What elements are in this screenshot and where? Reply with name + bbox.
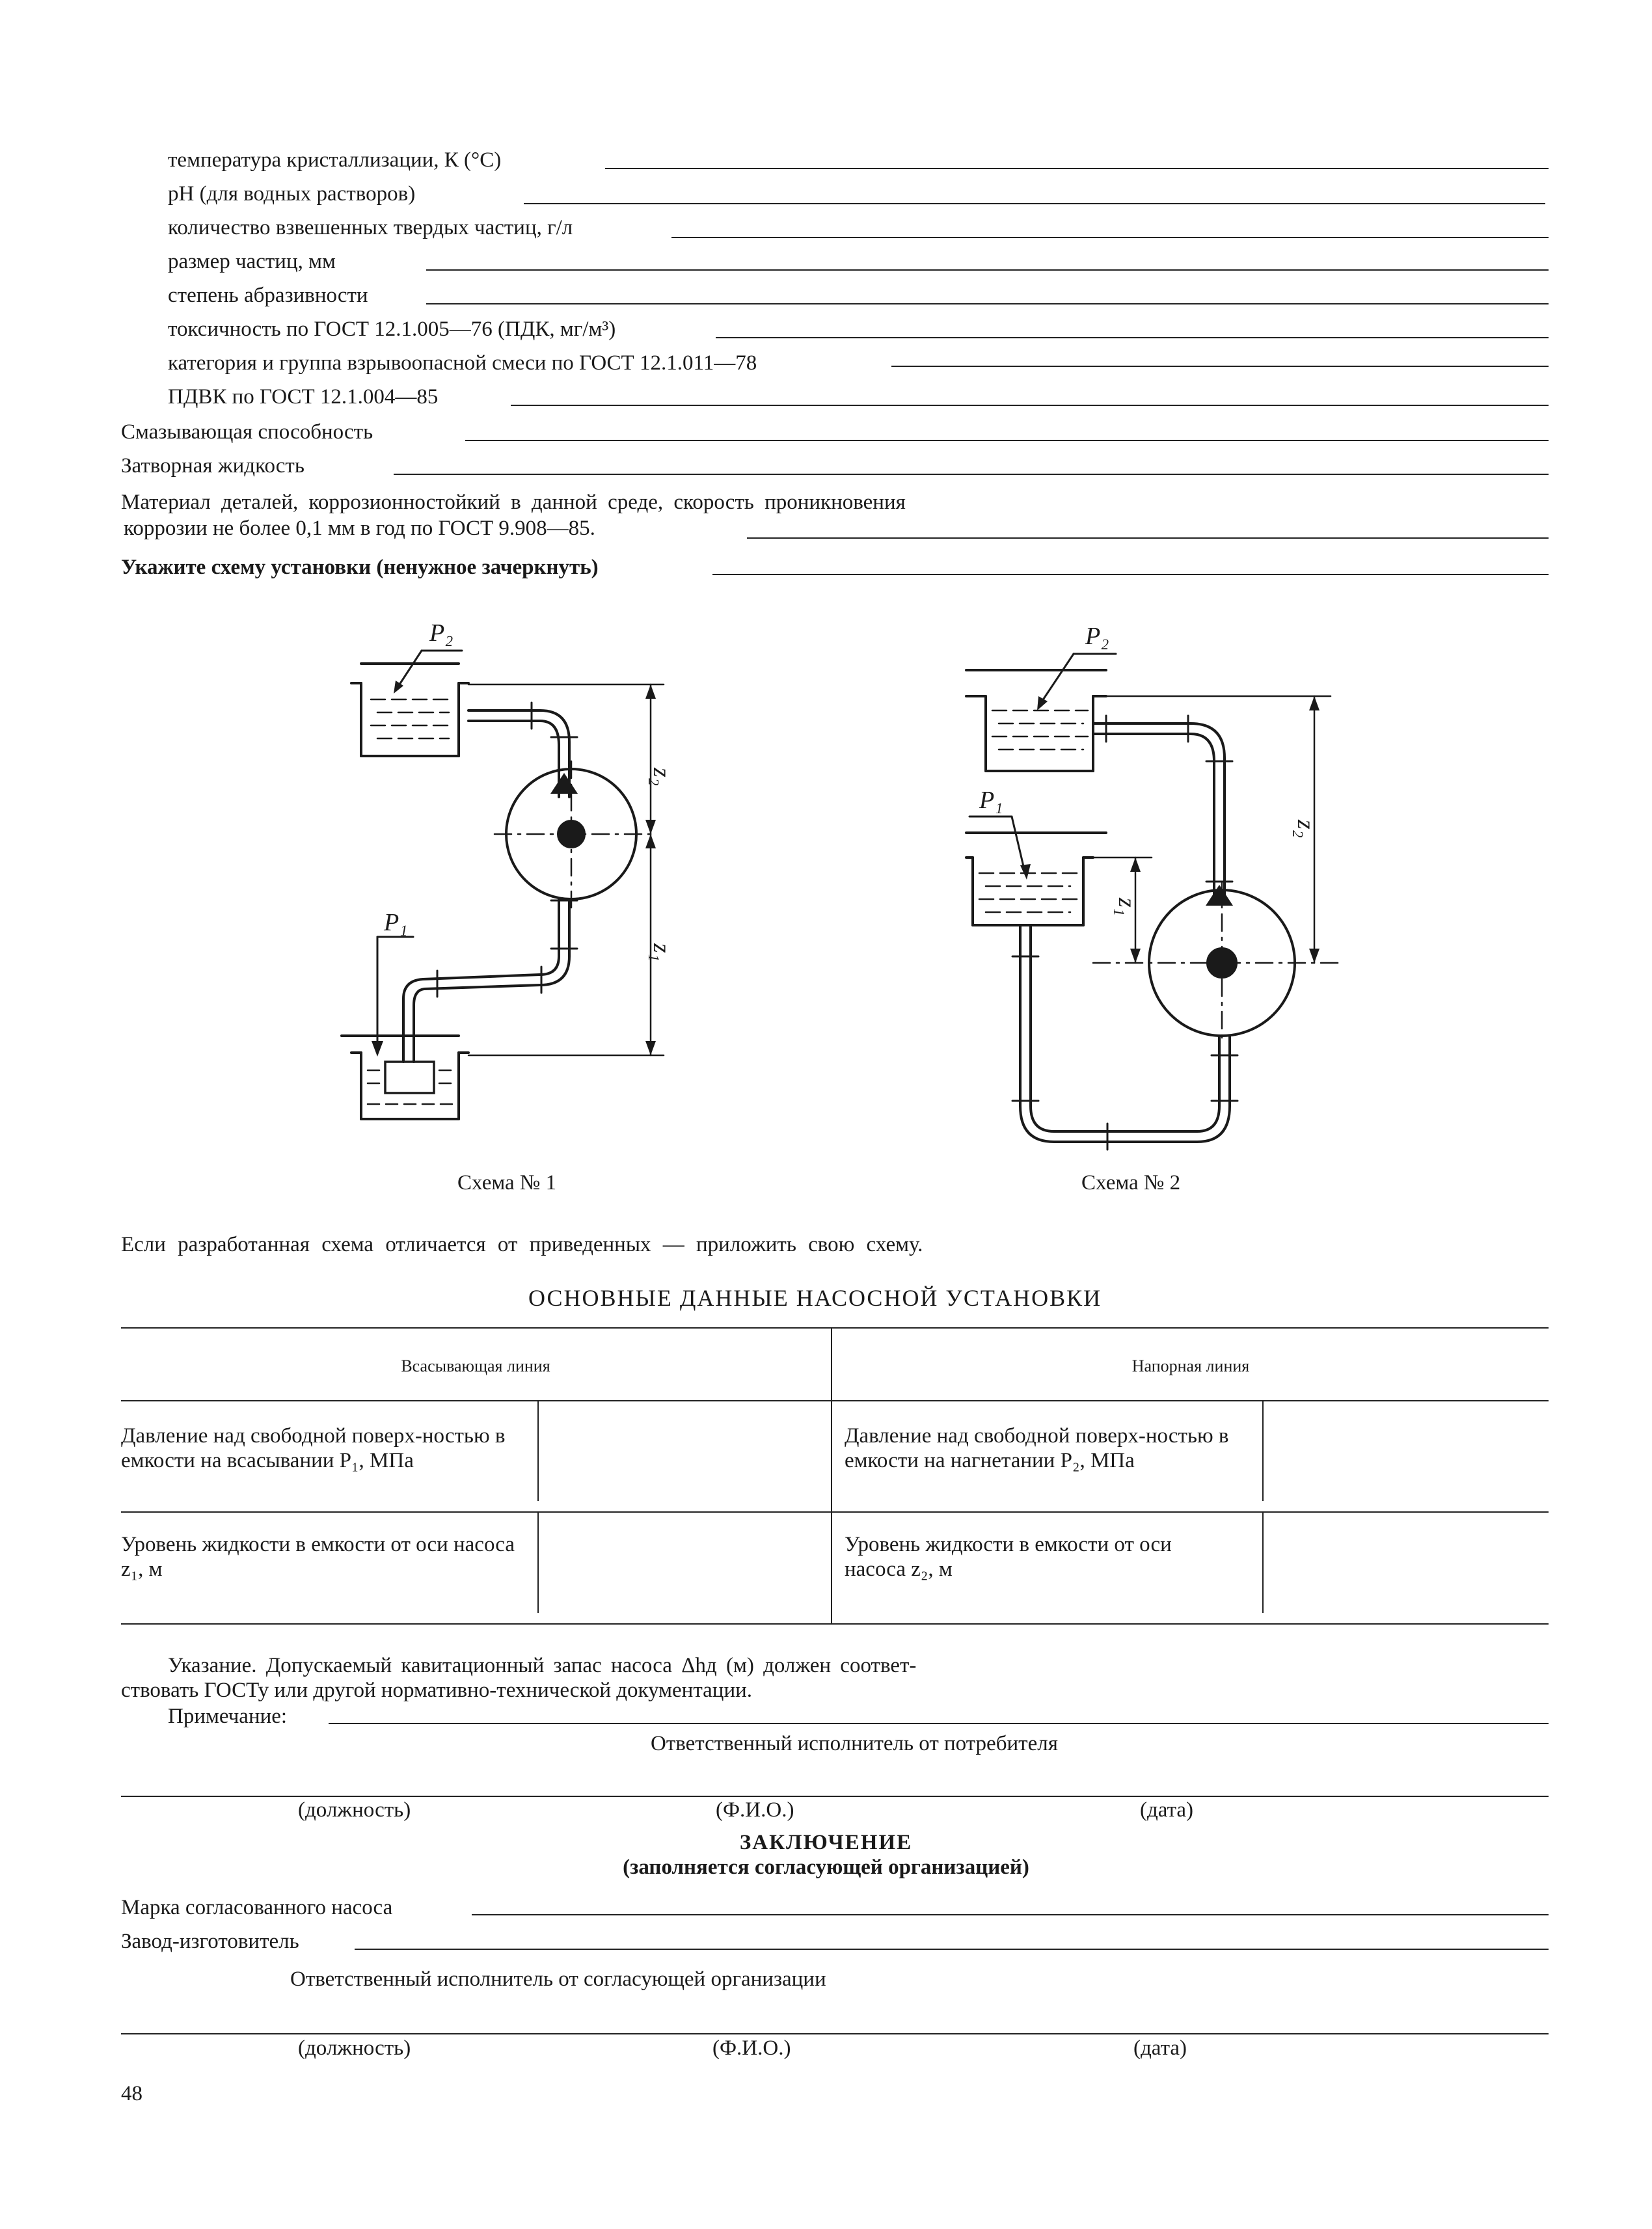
field-crystallization-temp: температура кристаллизации, К (°С): [168, 148, 502, 172]
field-pdvk: ПДВК по ГОСТ 12.1.004—85: [168, 385, 439, 409]
cell-suction-level-label: Уровень жидкости в емкости от оси насоса z₁, м: [121, 1533, 515, 1581]
scheme1-z1-label: z₁: [648, 943, 675, 962]
manufacturer-label: Завод-изготовитель: [121, 1930, 299, 1953]
org-date-caption: (дата): [1133, 2036, 1187, 2060]
scheme-diagrams: [0, 605, 1652, 1204]
cell-discharge-pressure-label: Давление над свободной поверх-ностью в емкости на нагнетании P₂, МПа: [845, 1424, 1229, 1472]
brand-line[interactable]: [472, 1914, 1549, 1915]
field-abrasiveness: степень абразивности: [168, 284, 368, 307]
consumer-date-caption: (дата): [1140, 1798, 1194, 1822]
table-title: ОСНОВНЫЕ ДАННЫЕ НАСОСНОЙ УСТАНОВКИ: [528, 1285, 1102, 1311]
field-toxicity: токсичность по ГОСТ 12.1.005—76 (ПДК, мг/м³): [168, 317, 616, 341]
manufacturer-line[interactable]: [355, 1949, 1549, 1950]
scheme2-z1-label: z₁: [1113, 898, 1141, 916]
cell-discharge-level-label: Уровень жидкости в емкости от оси насоса z₂, м: [845, 1533, 1172, 1581]
field-lubricity: Смазывающая способность: [121, 420, 373, 444]
field-sealing-liquid: Затворная жидкость: [121, 454, 305, 478]
field-abrasiveness-line[interactable]: [426, 303, 1549, 304]
field-suspended-solids: количество взвешенных твердых частиц, г/л: [168, 216, 573, 239]
instruction-line-1: Указание. Допускаемый кавитационный запас насоса Δhд (м) должен соответ-: [168, 1654, 917, 1677]
scheme2-drawing: [966, 654, 1340, 1150]
consumer-name-caption: (Ф.И.О.): [716, 1798, 794, 1822]
brand-label: Марка согласованного насоса: [121, 1896, 393, 1919]
scheme1-caption: Схема № 1: [457, 1171, 557, 1195]
scheme-prompt: Укажите схему установки (ненужное зачеркнуть): [121, 556, 599, 579]
column-header-discharge: Напорная линия: [1131, 1357, 1250, 1375]
field-ph: рН (для водных растворов): [168, 182, 416, 206]
scheme2-z2-label: z₂: [1292, 820, 1320, 838]
field-particle-size-line[interactable]: [426, 269, 1549, 271]
field-explosive-category-line[interactable]: [891, 366, 1549, 367]
field-sealing-liquid-line[interactable]: [394, 474, 1549, 475]
page-number: 48: [121, 2082, 142, 2105]
field-material: Материал деталей, коррозионностойкий в данной среде, скорость проникновения: [121, 491, 906, 514]
field-ph-line[interactable]: [524, 203, 1545, 204]
field-material-2: коррозии не более 0,1 мм в год по ГОСТ 9.908—85.: [124, 517, 595, 540]
field-toxicity-line[interactable]: [716, 337, 1549, 338]
remark-label: Примечание:: [168, 1705, 288, 1728]
cell-suction-pressure-value[interactable]: [540, 1405, 826, 1496]
conclusion-subtitle: (заполняется согласующей организацией): [623, 1856, 1029, 1879]
field-suspended-solids-line[interactable]: [671, 237, 1549, 238]
consumer-position-caption: (должность): [298, 1798, 411, 1822]
field-crystallization-temp-line[interactable]: [605, 168, 1549, 169]
scheme2-p2-label: P₂: [1085, 623, 1109, 650]
field-lubricity-line[interactable]: [465, 440, 1549, 441]
instruction-line-2: ствовать ГОСТу или другой нормативно-технической документации.: [121, 1679, 753, 1702]
scheme1-drawing: [342, 651, 664, 1119]
column-header-suction: Всасывающая линия: [401, 1357, 550, 1375]
scheme1-p1-label: P₁: [384, 909, 408, 936]
cell-suction-pressure-label: Давление над свободной поверх-ностью в емкости на всасывании P₁, МПа: [121, 1424, 506, 1472]
responsible-consumer: Ответственный исполнитель от потребителя: [651, 1732, 1058, 1755]
org-name-caption: (Ф.И.О.): [712, 2036, 791, 2060]
remark-line[interactable]: [329, 1723, 1549, 1724]
cell-discharge-pressure-value[interactable]: [1266, 1405, 1546, 1496]
scheme2-caption: Схема № 2: [1081, 1171, 1181, 1195]
cell-suction-level-value[interactable]: [540, 1516, 826, 1607]
cell-discharge-level-value[interactable]: [1266, 1516, 1546, 1607]
conclusion-title: ЗАКЛЮЧЕНИЕ: [739, 1831, 913, 1854]
field-explosive-category: категория и группа взрывоопасной смеси по ГОСТ 12.1.011—78: [168, 351, 757, 375]
field-material-line[interactable]: [747, 537, 1549, 539]
field-particle-size: размер частиц, мм: [168, 250, 336, 273]
scheme1-z2-label: z₂: [648, 768, 675, 786]
org-signature-line[interactable]: [121, 2033, 1549, 2034]
scheme1-p2-label: P₂: [429, 619, 454, 647]
scheme-prompt-line[interactable]: [712, 574, 1549, 575]
field-pdvk-line[interactable]: [511, 405, 1549, 406]
org-position-caption: (должность): [298, 2036, 411, 2060]
scheme2-p1-label: P₁: [979, 787, 1003, 814]
scheme-note: Если разработанная схема отличается от приведенных — приложить свою схему.: [121, 1233, 923, 1256]
responsible-org: Ответственный исполнитель от согласующей организации: [290, 1967, 826, 1991]
